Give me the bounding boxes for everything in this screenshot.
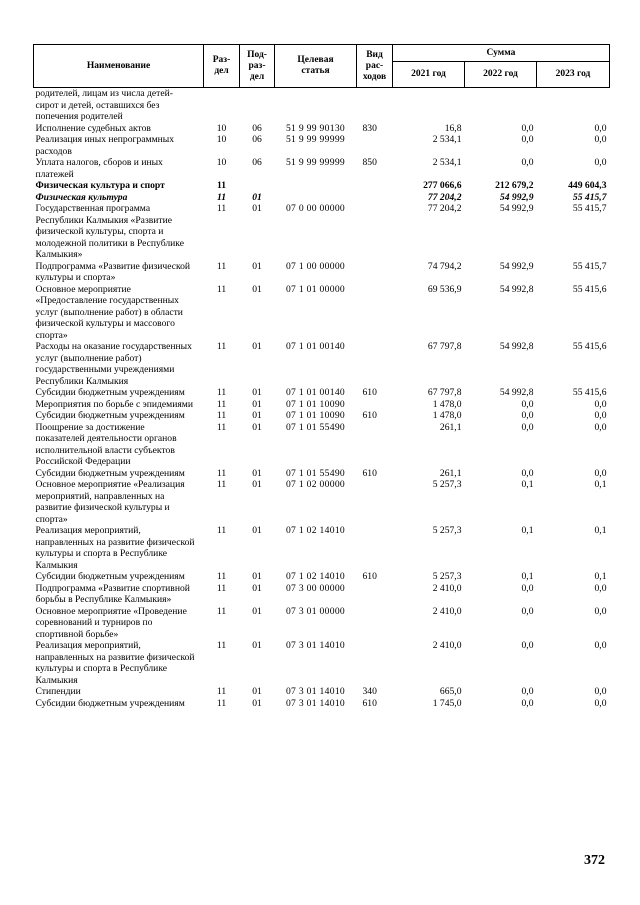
row-sum-2021: 2 534,1 [432, 134, 462, 145]
row-expense-type [357, 525, 393, 571]
row-sum-2021 [393, 88, 465, 123]
row-subsection: 01 [252, 605, 262, 617]
row-name: Основное мероприятие «Реализация мероприятий, направленных на развитие физической культуры и спорта» [35, 479, 185, 525]
table-row [34, 410, 610, 422]
header-name: Наименование [34, 45, 204, 88]
row-sum-2023: 55 415,7 [572, 203, 607, 214]
row-target-code: 07 1 01 00140 [285, 387, 346, 398]
row-target-code: 07 3 01 14010 [285, 697, 346, 709]
header-year-2021: 2021 год [393, 62, 465, 88]
row-sum-2021: 261,1 [439, 421, 462, 433]
header-target-label: Целевая статья [297, 55, 334, 76]
row-expense-type [357, 422, 393, 468]
row-target-code: 07 1 00 00000 [285, 260, 346, 272]
row-sum-2021: 1 478,0 [432, 398, 462, 410]
row-section: 11 [216, 203, 227, 214]
row-target-code: 07 1 02 00000 [285, 479, 346, 490]
row-target-code: 07 1 02 14010 [285, 571, 346, 582]
row-section: 11 [216, 686, 227, 697]
row-section: 11 [216, 640, 227, 651]
row-sum-2021: 67 797,8 [427, 387, 462, 398]
row-expense-type: 830 [362, 122, 377, 134]
row-sum-2023: 0,0 [594, 134, 607, 145]
row-section [204, 88, 240, 123]
row-sum-2023: 0,1 [594, 571, 607, 582]
row-section: 11 [216, 697, 227, 709]
row-sum-2021: 261,1 [439, 467, 462, 479]
row-sum-2021: 16,8 [444, 122, 462, 134]
row-sum-2023: 0,1 [594, 479, 607, 490]
row-section: 10 [216, 157, 227, 168]
row-expense-type: 610 [362, 697, 377, 709]
table-row [34, 525, 610, 571]
row-expense-type [357, 88, 393, 123]
row-target-code [275, 192, 357, 204]
row-expense-type: 610 [362, 387, 377, 398]
row-target-code: 07 3 01 14010 [285, 686, 346, 697]
row-sum-2023: 0,0 [594, 467, 607, 479]
row-sum-2023: 0,0 [594, 421, 607, 433]
table-row [34, 606, 610, 641]
row-sum-2022: 0,0 [521, 686, 534, 697]
row-expense-type [357, 399, 393, 411]
table-row [34, 583, 610, 606]
row-sum-2021: 1 478,0 [432, 410, 462, 421]
row-subsection: 01 [252, 479, 262, 490]
row-sum-2022: 54 992,9 [499, 260, 534, 272]
row-target-code: 07 1 01 00000 [285, 283, 346, 295]
header-section [204, 45, 240, 88]
header-year-2023: 2023 год [537, 62, 610, 88]
row-section: 11 [216, 341, 227, 352]
row-section: 11 [216, 582, 227, 594]
row-name: Поощрение за достижение показателей деятельности органов исполнительной власти субъектов Российской Федерации [35, 421, 177, 467]
row-subsection: 01 [252, 341, 262, 352]
row-sum-2023: 55 415,7 [572, 191, 607, 203]
header-year-2022: 2022 год [465, 62, 537, 88]
row-target-code: 07 3 00 00000 [285, 582, 346, 594]
row-name: Стипендии [35, 686, 81, 697]
row-sum-2021: 74 794,2 [427, 260, 462, 272]
row-name: родителей, лицам из числа детей-сирот и детей, оставшихся без попечения родителей [35, 88, 173, 122]
row-section: 11 [216, 421, 227, 433]
row-sum-2022: 212 679,2 [495, 180, 534, 191]
row-section: 11 [216, 191, 227, 203]
row-subsection: 01 [252, 410, 262, 421]
row-target-code: 07 3 01 14010 [285, 640, 346, 651]
row-target-code: 07 1 01 10090 [285, 410, 346, 421]
row-name: Физическая культура [35, 191, 128, 203]
row-sum-2023: 0,0 [594, 398, 607, 410]
row-expense-type [357, 606, 393, 641]
row-sum-2022: 0,0 [521, 157, 534, 168]
row-sum-2022: 0,0 [521, 410, 534, 421]
header-subsection [240, 45, 275, 88]
row-expense-type [357, 583, 393, 606]
table-row [34, 134, 610, 157]
row-section: 10 [216, 122, 227, 134]
row-expense-type [357, 192, 393, 204]
table-body [34, 88, 610, 710]
row-expense-type [357, 203, 393, 261]
row-sum-2023: 0,0 [594, 157, 607, 168]
row-name: Подпрограмма «Развитие физической культуры и спорта» [35, 260, 191, 283]
row-sum-2021: 277 066,6 [423, 180, 462, 191]
row-expense-type: 340 [362, 686, 377, 697]
header-subsection-label: Под- раз- дел [247, 49, 267, 82]
row-sum-2023: 0,1 [594, 525, 607, 536]
row-sum-2021: 5 257,3 [432, 571, 462, 582]
row-target-code: 07 3 01 00000 [285, 605, 346, 617]
row-name: Субсидии бюджетным учреждениям [35, 387, 185, 398]
row-expense-type [357, 479, 393, 525]
row-subsection: 06 [252, 122, 262, 134]
row-name: Основное мероприятие «Предоставление государственных услуг (выполнение работ) в области физической культуры и массового спорта» [35, 283, 183, 341]
row-sum-2022 [465, 88, 537, 123]
row-target-code: 51 9 99 90130 [285, 122, 346, 134]
table-row [34, 157, 610, 180]
row-sum-2022: 0,0 [521, 605, 534, 617]
table-row [34, 571, 610, 583]
table-row [34, 284, 610, 342]
row-sum-2022: 0,0 [521, 134, 534, 145]
table-row [34, 387, 610, 399]
row-sum-2023: 55 415,6 [572, 387, 607, 398]
row-section: 11 [216, 387, 227, 398]
row-expense-type: 850 [362, 157, 377, 168]
row-sum-2023: 0,0 [594, 582, 607, 594]
row-expense-type [357, 284, 393, 342]
header-section-label: Раз- дел [212, 55, 231, 76]
row-expense-type: 610 [362, 571, 377, 582]
row-section: 11 [216, 479, 227, 490]
page-number: 372 [584, 853, 605, 868]
row-sum-2023: 55 415,7 [572, 260, 607, 272]
row-sum-2022: 0,0 [521, 122, 534, 134]
row-subsection: 01 [252, 398, 262, 410]
row-name: Физическая культура и спорт [35, 180, 165, 191]
table-row [34, 479, 610, 525]
row-section: 11 [216, 260, 227, 272]
row-sum-2022: 0,0 [521, 398, 534, 410]
row-subsection: 01 [252, 467, 262, 479]
row-name: Расходы на оказание государственных услуг (выполнение работ) государственными учреждениями Республики Калмыкия [35, 341, 192, 387]
row-expense-type [357, 640, 393, 686]
row-section: 11 [216, 283, 227, 295]
row-name: Исполнение судебных актов [35, 122, 151, 134]
row-sum-2021: 77 204,2 [427, 191, 462, 203]
table-row [34, 261, 610, 284]
row-name: Субсидии бюджетным учреждениям [35, 467, 185, 479]
row-sum-2023 [537, 88, 610, 123]
row-subsection: 01 [252, 283, 262, 295]
row-sum-2022: 0,0 [521, 421, 534, 433]
row-name: Реализация мероприятий, направленных на развитие физической культуры и спорта в Республике Калмыкия [35, 525, 195, 571]
row-expense-type: 610 [362, 410, 377, 421]
row-sum-2022: 54 992,8 [499, 341, 534, 352]
row-sum-2022: 0,0 [521, 467, 534, 479]
row-expense-type [357, 180, 393, 192]
row-sum-2022: 0,1 [521, 571, 534, 582]
budget-table-page [33, 44, 609, 709]
table-row [34, 88, 610, 123]
row-name: Основное мероприятие «Проведение соревнований и турниров по спортивной борьбе» [35, 605, 187, 640]
table-row [34, 341, 610, 387]
row-sum-2023: 55 415,6 [572, 283, 607, 295]
row-section: 11 [216, 410, 227, 421]
row-subsection: 01 [252, 582, 262, 594]
row-sum-2022: 54 992,8 [499, 283, 534, 295]
row-target-code [275, 88, 357, 123]
row-sum-2022: 0,0 [521, 582, 534, 594]
row-sum-2022: 0,0 [521, 640, 534, 651]
table-row [34, 192, 610, 204]
row-target-code: 07 1 01 55490 [285, 421, 346, 433]
table-row [34, 203, 610, 261]
row-sum-2022: 54 992,9 [499, 191, 534, 203]
row-expense-type: 610 [362, 467, 377, 479]
header-vid [357, 45, 393, 88]
row-name: Реализация иных непрограммных расходов [35, 134, 175, 157]
row-name: Подпрограмма «Развитие спортивной борьбы в Республике Калмыкия» [35, 582, 190, 605]
row-subsection: 06 [252, 157, 262, 168]
row-subsection: 01 [252, 203, 262, 214]
row-name: Субсидии бюджетным учреждениям [35, 410, 185, 421]
row-expense-type [357, 134, 393, 157]
row-section: 11 [216, 467, 227, 479]
row-subsection: 01 [252, 387, 262, 398]
row-subsection: 01 [252, 525, 262, 536]
row-section: 11 [216, 525, 227, 536]
row-subsection: 01 [252, 571, 262, 582]
row-target-code: 51 9 99 99999 [285, 157, 346, 168]
row-section: 11 [216, 180, 227, 191]
row-sum-2021: 77 204,2 [427, 203, 462, 214]
row-subsection: 01 [252, 421, 262, 433]
row-target-code: 51 9 99 99999 [285, 134, 346, 145]
row-sum-2021: 2 534,1 [432, 157, 462, 168]
row-subsection: 01 [252, 640, 262, 651]
row-subsection: 01 [252, 697, 262, 709]
row-expense-type [357, 261, 393, 284]
row-subsection [240, 88, 275, 123]
table-row [34, 698, 610, 710]
table-row [34, 123, 610, 135]
row-sum-2021: 2 410,0 [432, 605, 462, 617]
table-row [34, 422, 610, 468]
row-name: Государственная программа Республики Калмыкия «Развитие физической культуры, спорта и молодежной политики в Республике Калмыкия» [35, 203, 184, 260]
row-section: 11 [216, 398, 227, 410]
table-row [34, 686, 610, 698]
table-row [34, 468, 610, 480]
row-sum-2022: 0,0 [521, 697, 534, 709]
row-name: Уплата налогов, сборов и иных платежей [35, 157, 163, 180]
row-sum-2023: 449 604,3 [568, 180, 607, 191]
row-sum-2021: 1 745,0 [432, 697, 462, 709]
header-target [275, 45, 357, 88]
row-name: Субсидии бюджетным учреждениям [35, 697, 185, 709]
table-row [34, 399, 610, 411]
row-subsection: 06 [252, 134, 262, 145]
row-subsection: 01 [252, 191, 262, 203]
row-target-code: 07 1 01 00140 [285, 341, 346, 352]
row-sum-2021: 2 410,0 [432, 582, 462, 594]
row-sum-2023: 0,0 [594, 605, 607, 617]
row-name: Реализация мероприятий, направленных на развитие физической культуры и спорта в Республике Калмыкия [35, 640, 195, 686]
row-sum-2021: 2 410,0 [432, 640, 462, 651]
row-target-code: 07 1 01 55490 [285, 467, 346, 479]
row-section: 11 [216, 571, 227, 582]
row-sum-2022: 0,1 [521, 479, 534, 490]
row-section: 11 [216, 605, 227, 617]
table-row [34, 640, 610, 686]
row-subsection: 01 [252, 686, 262, 697]
row-sum-2021: 67 797,8 [427, 341, 462, 352]
row-subsection [240, 180, 275, 192]
row-sum-2022: 0,1 [521, 525, 534, 536]
row-name: Субсидии бюджетным учреждениям [35, 571, 185, 582]
row-sum-2023: 0,0 [594, 640, 607, 651]
row-sum-2023: 0,0 [594, 122, 607, 134]
row-target-code: 07 1 01 10090 [285, 398, 346, 410]
row-sum-2023: 0,0 [594, 697, 607, 709]
row-target-code: 07 1 02 14010 [285, 525, 346, 536]
header-sum: Сумма [393, 45, 610, 62]
row-sum-2023: 55 415,6 [572, 341, 607, 352]
table-header [34, 45, 610, 88]
row-section: 10 [216, 134, 227, 145]
row-sum-2022: 54 992,8 [499, 387, 534, 398]
row-name: Мероприятия по борьбе с эпидемиями [35, 398, 193, 410]
row-sum-2021: 69 536,9 [427, 283, 462, 295]
row-sum-2022: 54 992,9 [499, 203, 534, 214]
row-subsection: 01 [252, 260, 262, 272]
row-sum-2023: 0,0 [594, 686, 607, 697]
row-sum-2021: 665,0 [439, 686, 462, 697]
header-vid-label: Вид рас- ходов [362, 49, 387, 82]
row-target-code [275, 180, 357, 192]
row-target-code: 07 0 00 00000 [285, 203, 346, 214]
table-row [34, 180, 610, 192]
row-sum-2023: 0,0 [594, 410, 607, 421]
row-sum-2021: 5 257,3 [432, 479, 462, 490]
row-sum-2021: 5 257,3 [432, 525, 462, 536]
budget-table [33, 44, 610, 709]
row-expense-type [357, 341, 393, 387]
